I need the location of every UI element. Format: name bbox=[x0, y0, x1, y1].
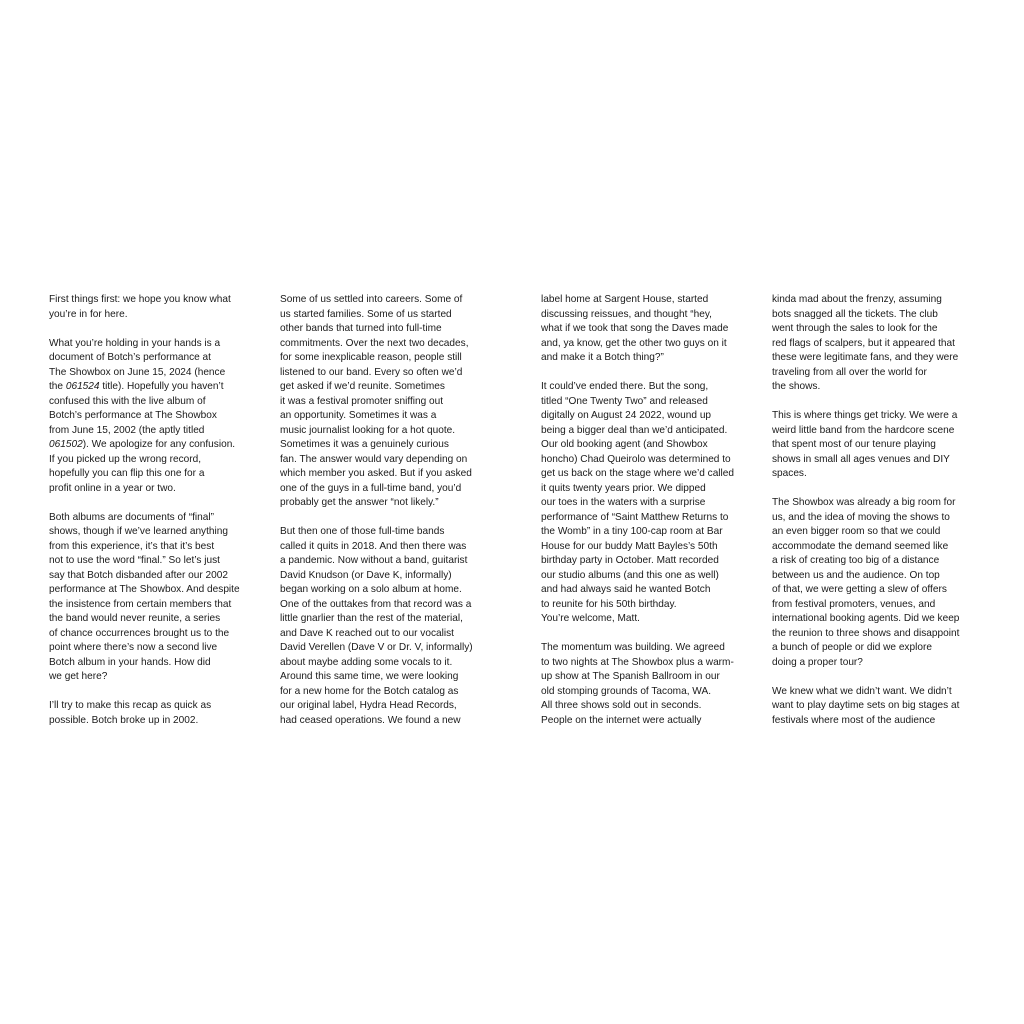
paragraph: Both albums are documents of “final” shows, though if we’ve learned anything from this experience, it’s that it’s best not to use the word “final.” So let’s just say that Botch disbanded after our 2002 performance at The Showbox. And despite the insistence from certain members that the band would never reunite, a series of chance occurrences brought us to the point where there’s now a second live Botch album in your hands. How did we get here? bbox=[49, 511, 240, 682]
paragraph-album-intro bbox=[49, 337, 255, 497]
paragraph-text: title). Hopefully you haven’t confused this with the live album of Botch’s performance at The Showbox from June 15, 2002 (the aptly titled bbox=[49, 381, 224, 436]
paragraph-text: What you’re holding in your hands is a document of Botch’s performance at The Showbox on June 15, 2024 (hence the bbox=[49, 337, 226, 392]
paragraph: Some of us settled into careers. Some of us started families. Some of us started other bands that turned into full-time commitments. Over the next two decades, for some inexplicable reason, people still listened to our band. Every so often we’d get asked if we’d reunite. Sometimes it was a festival promoter sniffing out an opportunity. Sometimes it was a music journalist looking for a hot quote. Sometimes it was a genuinely curious fan. The answer would vary depending on which member you asked. But if you asked one of the guys in a full-time band, you’d probably get the answer “not likely.” bbox=[280, 294, 472, 508]
album-title: 061524 bbox=[65, 381, 100, 392]
paragraph: But then one of those full-time bands called it quits in 2018. And then there was a pandemic. Now without a band, guitarist David Knudson (or Dave K, informally) began working on a solo album at home. One of the outtakes from that record was a little gnarlier than the rest of the material, and Dave K reached out to our vocalist David Verellen (Dave V or Dr. V, informally) about maybe adding some vocals to it. Around this same time, we were looking for a new home for the Botch catalog as our original label, Hydra Head Records, had ceased operations. We found a new bbox=[280, 526, 473, 726]
paragraph: This is where things get tricky. We were a weird little band from the hardcore scene that spent most of our tenure playing shows in small all ages venues and DIY spaces. bbox=[772, 410, 958, 479]
paragraph: The momentum was building. We agreed to two nights at The Showbox plus a warm- up show at The Spanish Ballroom in our old stomping grounds of Tacoma, WA. All three shows sold out in seconds. People on the internet were actually bbox=[541, 642, 734, 726]
album-title: 061502 bbox=[49, 439, 83, 450]
paragraph: label home at Sargent House, started discussing reissues, and thought “hey, what if we took that song the Daves made and, ya know, get the other two guys on it and make it a Botch thing?” bbox=[541, 294, 729, 363]
text-column-2 bbox=[280, 293, 486, 743]
paragraph: kinda mad about the frenzy, assuming bots snagged all the tickets. The club went through the sales to look for the red flags of scalpers, but it appeared that these were legitimate fans, and they were traveling from all over the world for the shows. bbox=[772, 294, 959, 392]
paragraph: I’ll try to make this recap as quick as possible. Botch broke up in 2002. bbox=[49, 700, 212, 726]
paragraph-text: ). We apologize for any confusion. If you picked up the wrong record, hopefully you can flip this one for a profit online in a year or two. bbox=[49, 439, 236, 494]
paragraph: The Showbox was already a big room for us, and the idea of moving the shows to an even bigger room so that we could accommodate the demand seemed like a risk of creating too big of a distance between us and the audience. On top of that, we were getting a slew of offers from festival promoters, venues, and international booking agents. Did we keep the reunion to three shows and disappoint a bunch of people or did we explore doing a proper tour? bbox=[772, 497, 960, 668]
text-column-3 bbox=[541, 293, 747, 743]
text-column-4 bbox=[772, 293, 978, 743]
paragraph: We knew what we didn’t want. We didn’t want to play daytime sets on big stages at festivals where most of the audience bbox=[772, 685, 960, 726]
paragraph: It could’ve ended there. But the song, titled “One Twenty Two” and released digitally on August 24 2022, wound up being a bigger deal than we’d anticipated. Our old booking agent (and Showbox honcho) Chad Queirolo was determined to get us back on the stage where we’d called it quits twenty years prior. We dipped our toes in the waters with a surprise performance of “Saint Matthew Returns to the Womb” in a tiny 100-cap room at Bar House for our buddy Matt Bayles’s 50th birthday party in October. Matt recorded our studio albums (and this one as well) and had always said he wanted Botch to reunite for his 50th birthday. You’re welcome, Matt. bbox=[541, 381, 735, 624]
text-column-1 bbox=[49, 293, 255, 743]
paragraph: First things first: we hope you know what you’re in for here. bbox=[49, 294, 231, 320]
